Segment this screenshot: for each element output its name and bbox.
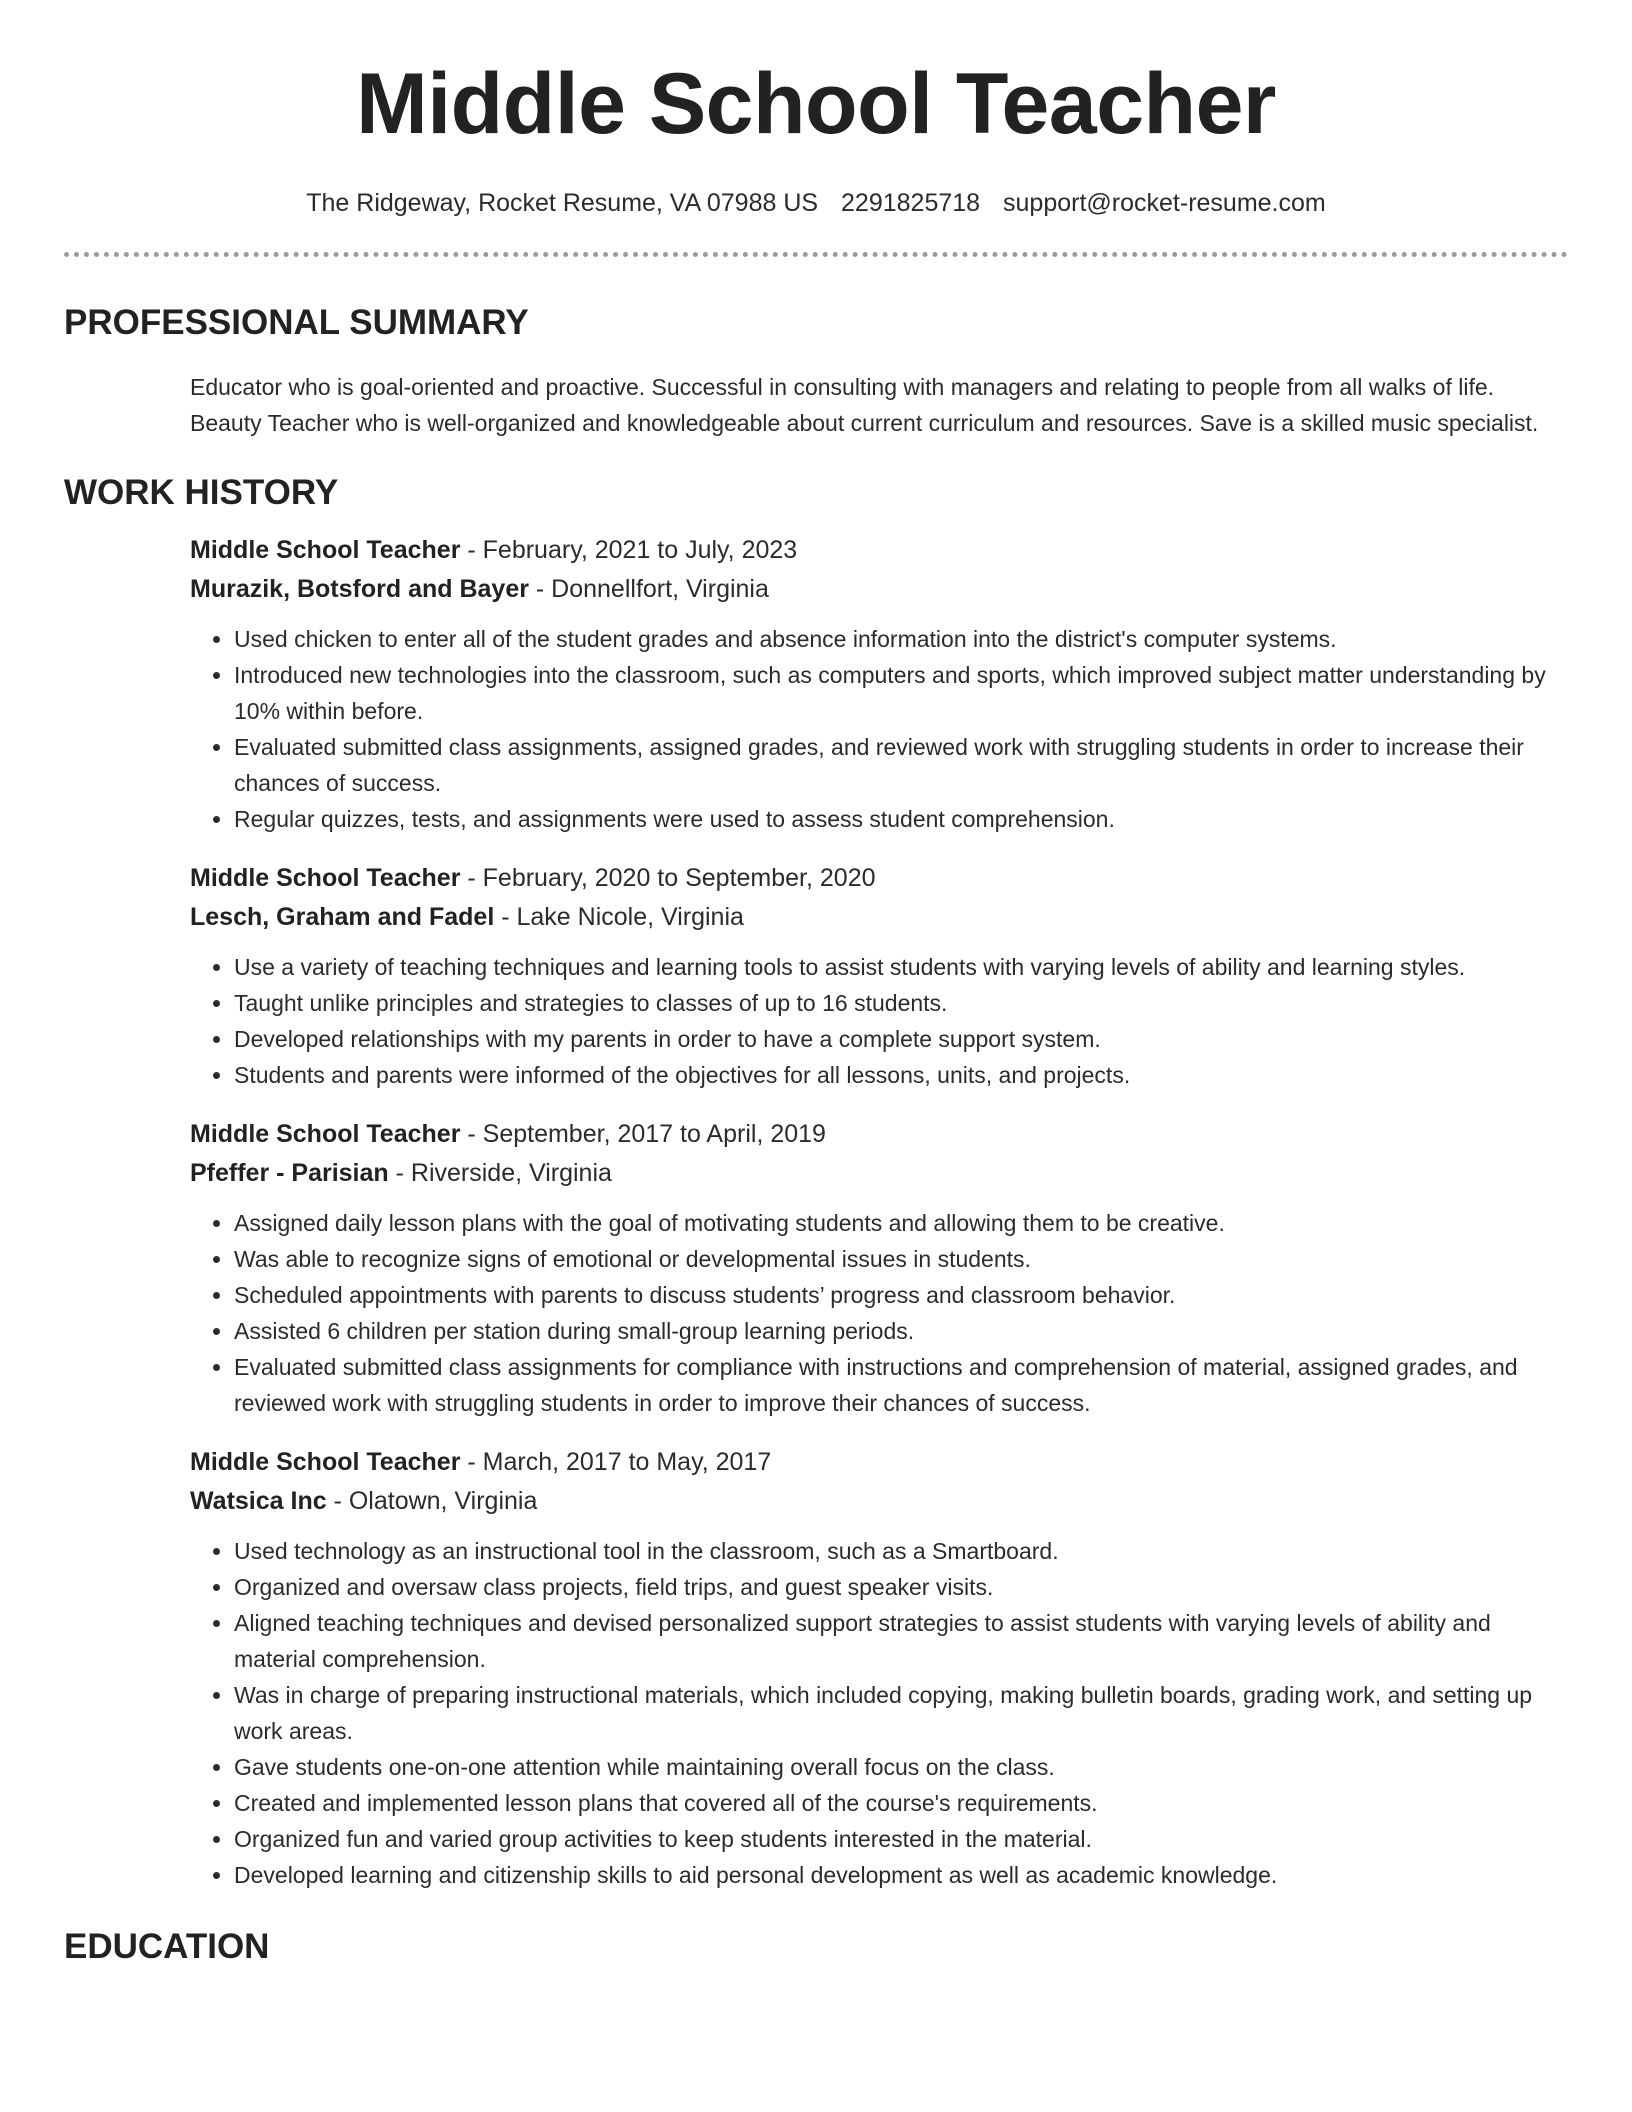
candidate-name: Middle School Teacher bbox=[356, 56, 1276, 152]
job-dates: - February, 2020 to September, 2020 bbox=[460, 864, 876, 892]
job-entry bbox=[190, 859, 1568, 1093]
job-role: Middle School Teacher bbox=[190, 864, 461, 892]
job-role-line bbox=[190, 1115, 1568, 1154]
job-dates: - February, 2021 to July, 2023 bbox=[460, 536, 798, 564]
job-role: Middle School Teacher bbox=[190, 536, 461, 564]
education-heading: EDUCATION bbox=[64, 1927, 270, 1966]
job-bullet: • Taught unlike principles and strategies to classes of up to 16 students. bbox=[234, 985, 1568, 1021]
summary-heading: PROFESSIONAL SUMMARY bbox=[64, 303, 529, 342]
summary-text: Educator who is goal-oriented and proactive. Successful in consulting with managers and relating to people from all walks of life. Beauty Teacher who is well-organized and knowledgeable about current curriculum and resources. Save is a skilled music specialist. bbox=[190, 374, 1539, 436]
job-bullets bbox=[190, 621, 1568, 837]
job-bullet: • Use a variety of teaching techniques and learning tools to assist students with varying levels of ability and learning styles. bbox=[234, 949, 1568, 985]
job-bullet: • Assigned daily lesson plans with the goal of motivating students and allowing them to be creative. bbox=[234, 1205, 1568, 1241]
job-bullet: • Aligned teaching techniques and devised personalized support strategies to assist students with varying levels of ability and material comprehension. bbox=[234, 1605, 1568, 1677]
job-bullet: • Assisted 6 children per station during small-group learning periods. bbox=[234, 1313, 1568, 1349]
job-bullets bbox=[190, 1533, 1568, 1893]
job-bullet: • Was able to recognize signs of emotional or developmental issues in students. bbox=[234, 1241, 1568, 1277]
header-divider bbox=[64, 252, 1568, 257]
job-bullet: • Gave students one-on-one attention while maintaining overall focus on the class. bbox=[234, 1749, 1568, 1785]
job-bullet: • Developed relationships with my parents in order to have a complete support system. bbox=[234, 1021, 1568, 1057]
job-company: Murazik, Botsford and Bayer bbox=[190, 575, 529, 603]
job-bullet: • Organized and oversaw class projects, field trips, and guest speaker visits. bbox=[234, 1569, 1568, 1605]
job-company: Lesch, Graham and Fadel bbox=[190, 903, 495, 931]
job-role: Middle School Teacher bbox=[190, 1448, 461, 1476]
job-bullet: • Organized fun and varied group activities to keep students interested in the material. bbox=[234, 1821, 1568, 1857]
job-role-line bbox=[190, 859, 1568, 898]
job-location: - Olatown, Virginia bbox=[326, 1487, 538, 1515]
contact-phone: 2291825718 bbox=[841, 189, 981, 217]
contact-address: The Ridgeway, Rocket Resume, VA 07988 US bbox=[306, 189, 819, 217]
job-company: Watsica Inc bbox=[190, 1487, 327, 1515]
job-bullets bbox=[190, 1205, 1568, 1421]
job-bullet: • Scheduled appointments with parents to discuss students’ progress and classroom behavior. bbox=[234, 1277, 1568, 1313]
job-role: Middle School Teacher bbox=[190, 1120, 461, 1148]
job-company: Pfeffer - Parisian bbox=[190, 1159, 389, 1187]
job-entry bbox=[190, 1443, 1568, 1893]
job-bullet: • Evaluated submitted class assignments, assigned grades, and reviewed work with struggling students in order to increase their chances of success. bbox=[234, 729, 1568, 801]
job-entry bbox=[190, 531, 1568, 837]
job-location: - Riverside, Virginia bbox=[388, 1159, 612, 1187]
job-role-line bbox=[190, 531, 1568, 570]
job-dates: - March, 2017 to May, 2017 bbox=[460, 1448, 772, 1476]
work-history-heading: WORK HISTORY bbox=[64, 473, 339, 512]
job-bullet: • Evaluated submitted class assignments for compliance with instructions and comprehension of material, assigned grades, and reviewed work with struggling students in order to improve their chances of success. bbox=[234, 1349, 1568, 1421]
job-bullet: • Used chicken to enter all of the student grades and absence information into the district's computer systems. bbox=[234, 621, 1568, 657]
job-bullet: • Regular quizzes, tests, and assignments were used to assess student comprehension. bbox=[234, 801, 1568, 837]
job-bullet: • Students and parents were informed of the objectives for all lessons, units, and projects. bbox=[234, 1057, 1568, 1093]
job-location: - Donnellfort, Virginia bbox=[528, 575, 769, 603]
job-bullet: • Was in charge of preparing instructional materials, which included copying, making bulletin boards, grading work, and setting up work areas. bbox=[234, 1677, 1568, 1749]
contact-email: support@rocket-resume.com bbox=[1003, 189, 1326, 217]
job-bullet: • Introduced new technologies into the classroom, such as computers and sports, which improved subject matter understanding by 10% within before. bbox=[234, 657, 1568, 729]
job-company-line bbox=[190, 898, 1568, 937]
job-entry bbox=[190, 1115, 1568, 1421]
job-role-line bbox=[190, 1443, 1568, 1482]
job-bullet: • Used technology as an instructional tool in the classroom, such as a Smartboard. bbox=[234, 1533, 1568, 1569]
job-location: - Lake Nicole, Virginia bbox=[494, 903, 744, 931]
job-company-line bbox=[190, 1154, 1568, 1193]
job-company-line bbox=[190, 1482, 1568, 1521]
job-company-line bbox=[190, 570, 1568, 609]
job-bullet: • Developed learning and citizenship skills to aid personal development as well as academic knowledge. bbox=[234, 1857, 1568, 1893]
job-dates: - September, 2017 to April, 2019 bbox=[460, 1120, 826, 1148]
job-bullets bbox=[190, 949, 1568, 1093]
job-bullet: • Created and implemented lesson plans that covered all of the course's requirements. bbox=[234, 1785, 1568, 1821]
contact-line bbox=[64, 188, 1568, 218]
